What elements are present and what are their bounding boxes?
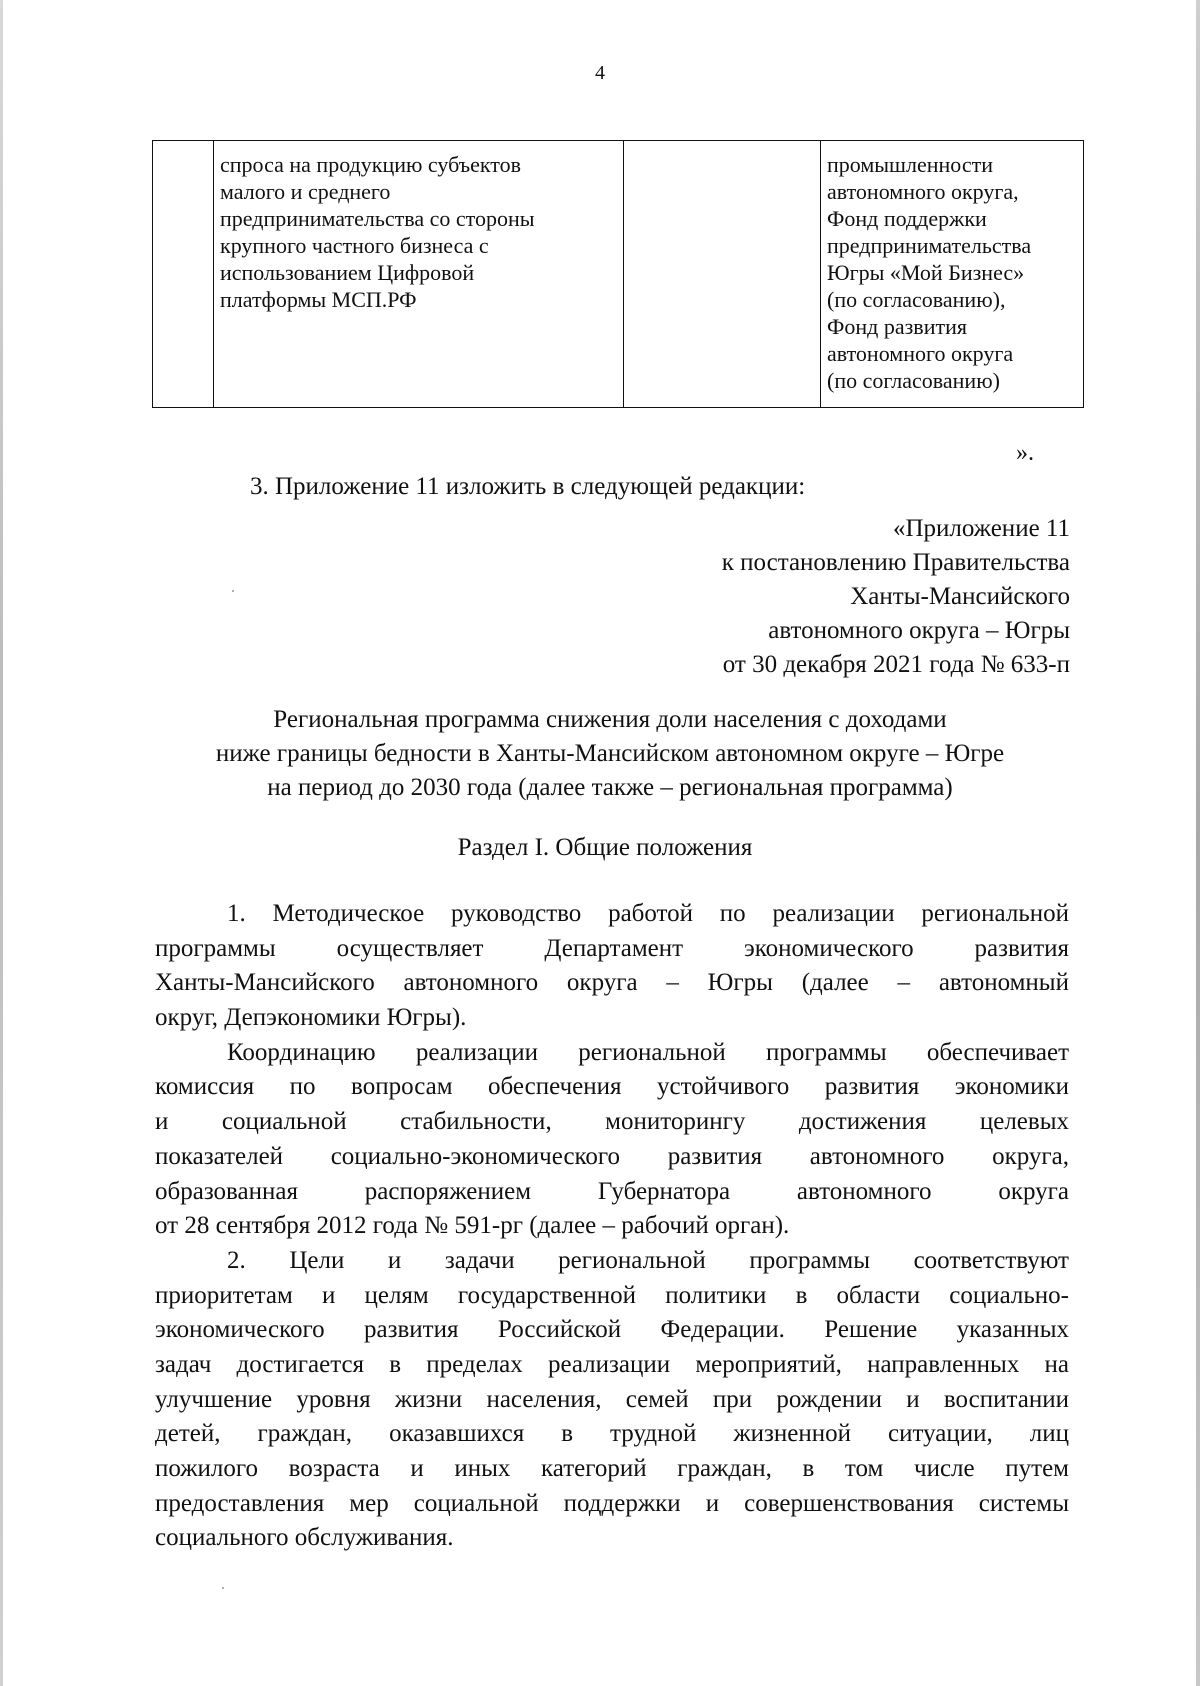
body-line: социального обслуживания.: [155, 1524, 454, 1552]
body-line: задач достигается в пределах реализации мероприятий, направленных на: [155, 1350, 1069, 1378]
section-heading: Раздел I. Общие положения: [457, 834, 753, 861]
table-cell-empty: [624, 141, 821, 408]
table-cell-number: [153, 141, 214, 408]
cell-line: платформы МСП.РФ: [220, 287, 417, 312]
body-line: приоритетам и целям государственной политики в области социально-: [155, 1281, 1069, 1309]
cell-line: автономного округа: [827, 341, 1014, 366]
body-line: Ханты-Мансийского автономного округа – Югры (далее – автономный: [155, 969, 1069, 997]
body-line: предоставления мер социальной поддержки и совершенствования системы: [155, 1489, 1069, 1517]
cell-line: автономного округа,: [827, 179, 1019, 204]
cell-line: предпринимательства: [827, 233, 1032, 258]
cell-line: Фонд развития: [827, 314, 967, 339]
scan-speck: [222, 1587, 224, 1589]
appendix-header: [722, 512, 1070, 682]
title-line: ниже границы бедности в Ханты-Мансийском автономном округе – Югре: [215, 740, 1005, 767]
cell-line: использованием Цифровой: [220, 260, 475, 285]
table-row: [153, 141, 1084, 408]
cell-line: предпринимательства со стороны: [220, 206, 535, 231]
cell-line: (по согласованию): [827, 368, 1000, 393]
appendix-line: «Приложение 11: [892, 515, 1070, 542]
cell-line: промышленности: [827, 152, 993, 177]
cell-line: (по согласованию),: [827, 287, 1006, 312]
cell-line: крупного частного бизнеса с: [220, 233, 489, 258]
body-line: программы осуществляет Департамент экономического развития: [155, 934, 1069, 962]
body-line: 1. Методическое руководство работой по реализации региональной: [227, 900, 1069, 927]
title-line: на период до 2030 года (далее также – региональная программа): [267, 774, 953, 801]
body-line: и социальной стабильности, мониторингу достижения целевых: [155, 1108, 1069, 1136]
title-line: Региональная программа снижения доли населения с доходами: [273, 706, 947, 733]
body-line: экономического развития Российской Федерации. Решение указанных: [155, 1316, 1069, 1344]
appendix-line: Ханты-Мансийского: [850, 583, 1070, 610]
continuation-table: [152, 140, 1084, 408]
body-line: Координацию реализации региональной программы обеспечивает: [227, 1038, 1069, 1066]
body-line: улучшение уровня жизни населения, семей при рождении и воспитании: [155, 1385, 1069, 1413]
closing-quote: ».: [1016, 440, 1034, 466]
table-cell-activity: [214, 141, 624, 408]
body-line: округ, Депэкономики Югры).: [155, 1004, 467, 1032]
cell-line: Фонд поддержки: [827, 206, 987, 231]
body-line: показателей социально-экономического развития автономного округа,: [155, 1142, 1069, 1170]
body-line: от 28 сентября 2012 года № 591-рг (далее – рабочий орган).: [155, 1212, 790, 1240]
program-title: [0, 703, 1200, 805]
table-cell-responsible: [821, 141, 1084, 408]
body-text: [155, 897, 1069, 1556]
page-number: 4: [595, 62, 605, 84]
cell-line: малого и среднего: [220, 179, 391, 204]
appendix-line: к постановлению Правительства: [721, 549, 1070, 576]
cell-line: спроса на продукцию субъектов: [220, 152, 522, 177]
appendix-line: от 30 декабря 2021 года № 633-п: [722, 651, 1070, 678]
cell-line: Югры «Мой Бизнес»: [827, 260, 1025, 285]
appendix-line: автономного округа – Югры: [768, 617, 1070, 644]
body-line: детей, граждан, оказавшихся в трудной жизненной ситуации, лиц: [155, 1420, 1069, 1448]
body-line: пожилого возраста и иных категорий граждан, в том числе путем: [155, 1455, 1069, 1482]
body-line: образованная распоряжением Губернатора автономного округа: [155, 1177, 1069, 1205]
body-line: 2. Цели и задачи региональной программы соответствуют: [227, 1246, 1069, 1274]
scan-speck: [232, 590, 234, 592]
amendment-item-3: 3. Приложение 11 изложить в следующей редакции:: [250, 473, 806, 500]
body-line: комиссия по вопросам обеспечения устойчивого развития экономики: [155, 1073, 1069, 1101]
